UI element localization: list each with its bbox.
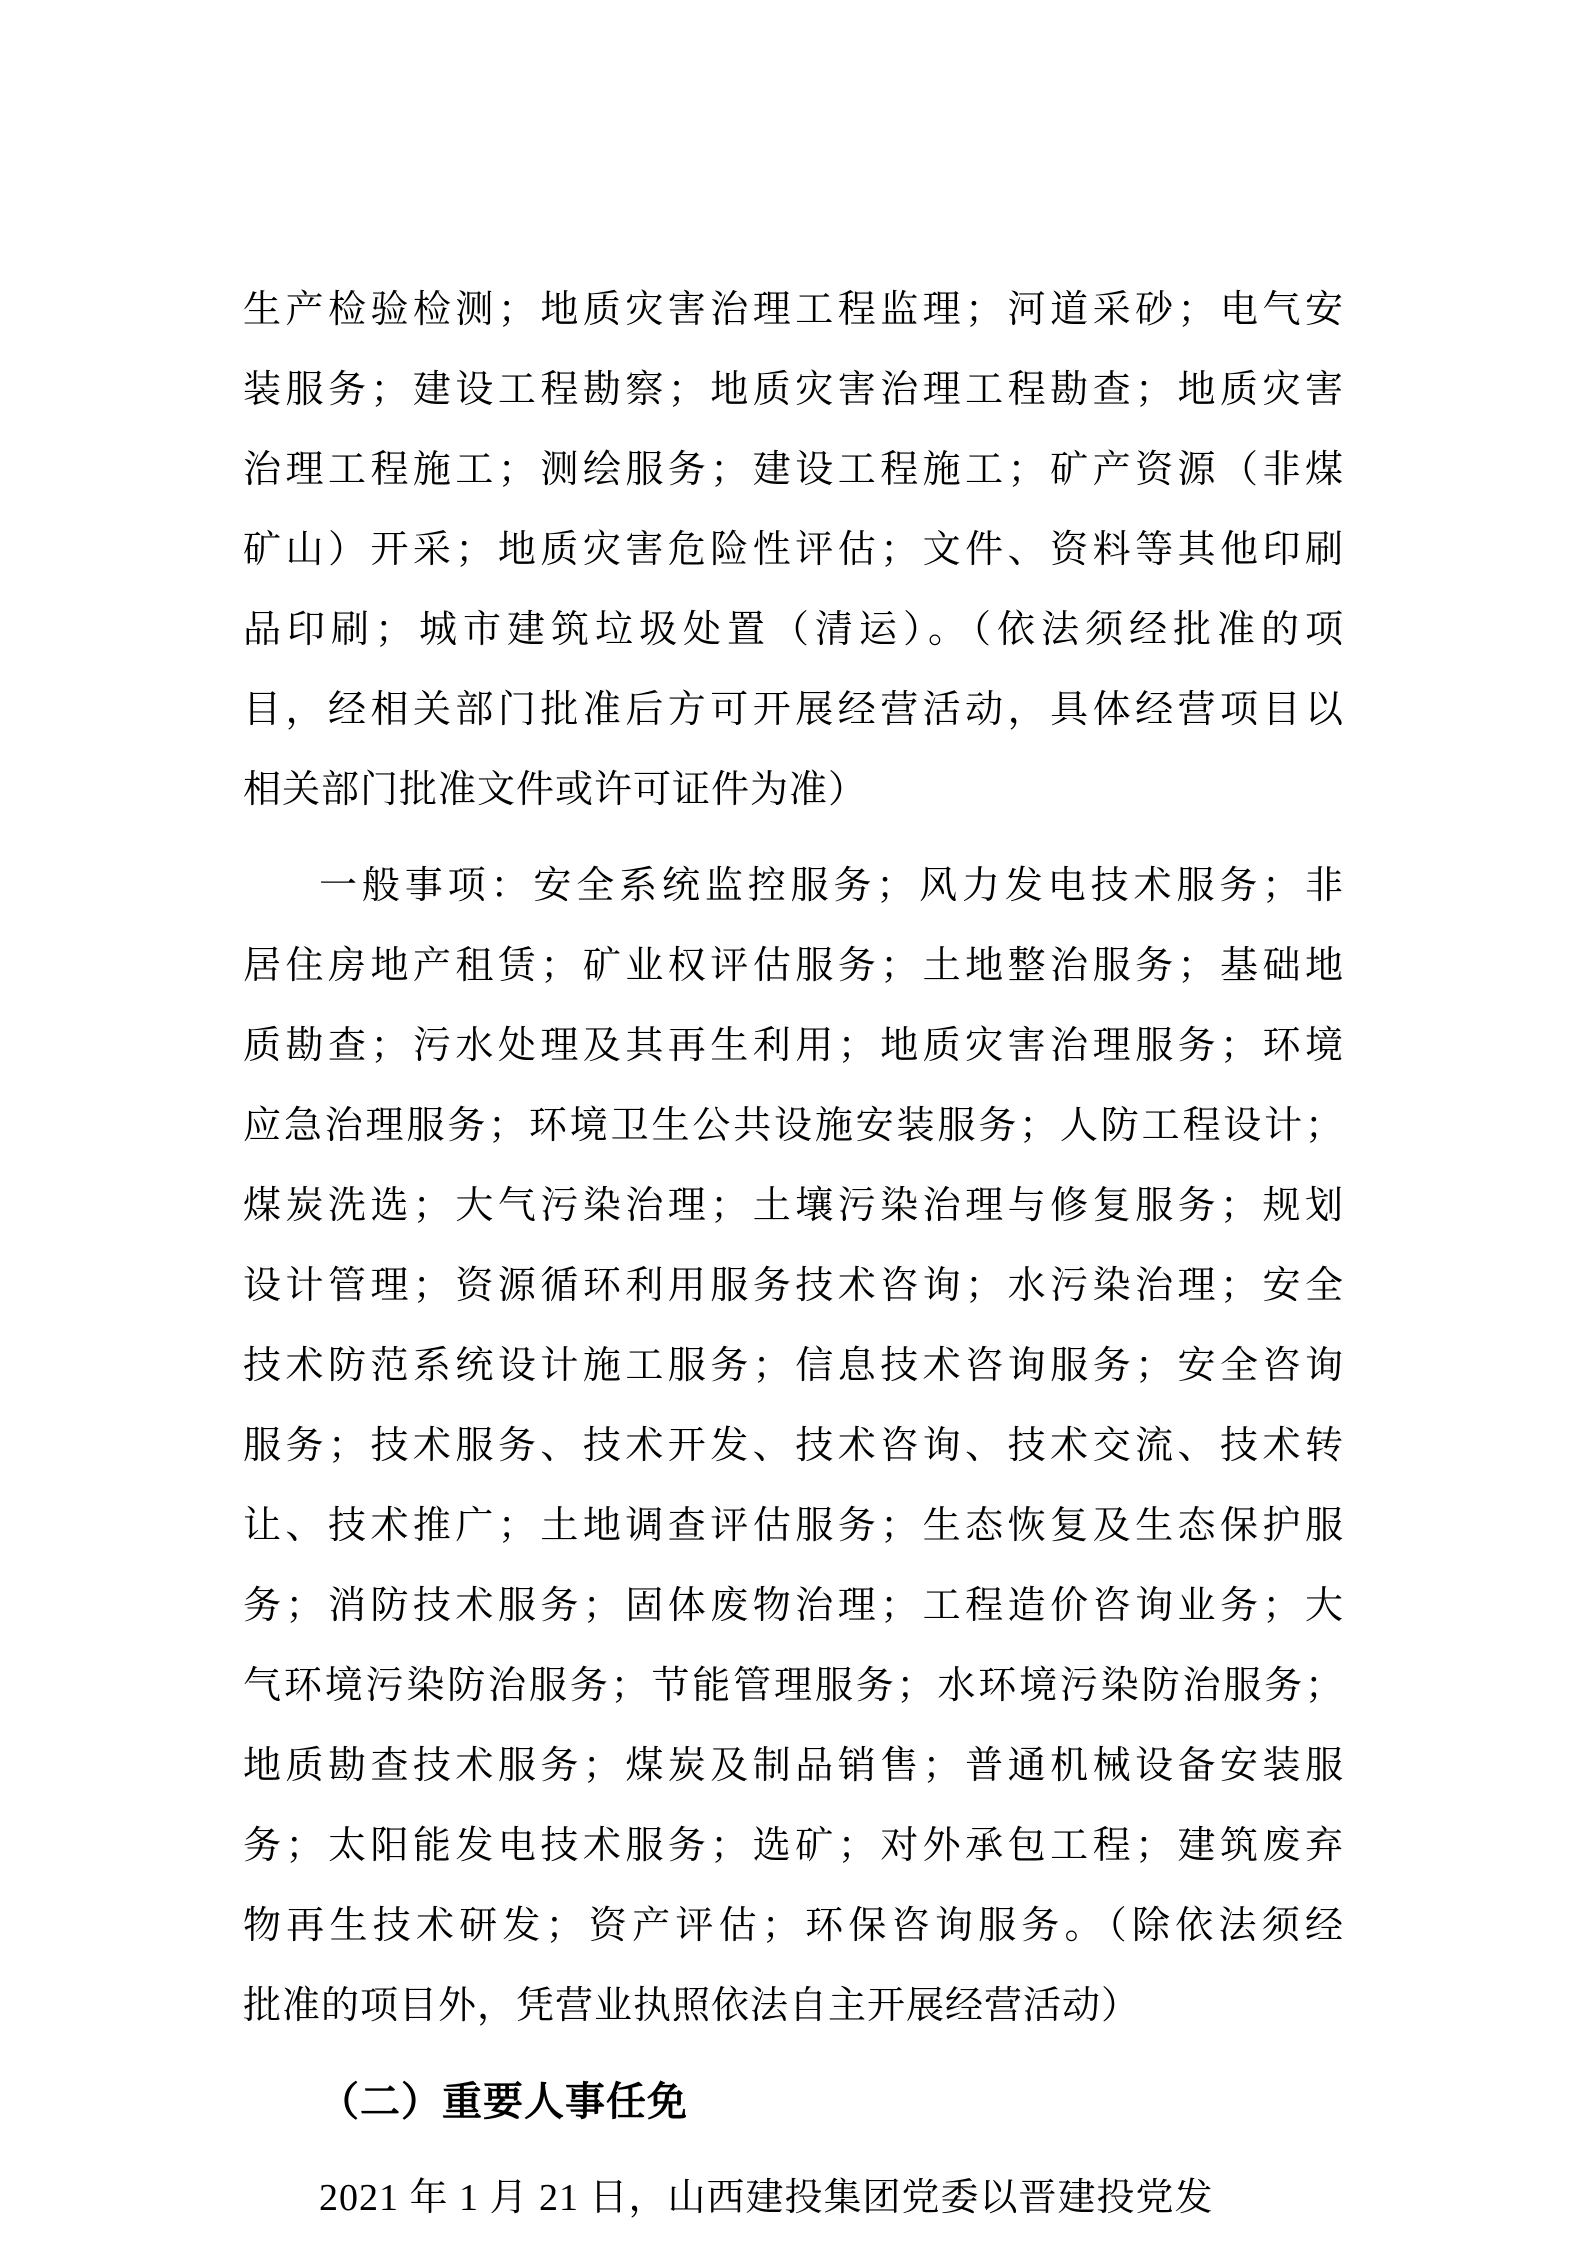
text-block — [243, 270, 1344, 2245]
text-line: 煤炭洗选；大气污染治理；土壤污染治理与修复服务；规划 — [243, 1185, 1344, 1227]
text-line: 让、技术推广；土地调查评估服务；生态恢复及生态保护服 — [243, 1505, 1344, 1547]
text-line: 务；太阳能发电技术服务；选矿；对外承包工程；建筑废弃 — [243, 1825, 1344, 1867]
text-line: 矿山）开采；地质灾害危险性评估；文件、资料等其他印刷 — [243, 529, 1344, 571]
text-line: 目，经相关部门批准后方可开展经营活动，具体经营项目以 — [243, 689, 1344, 731]
text-line: 装服务；建设工程勘察；地质灾害治理工程勘查；地质灾害 — [243, 369, 1344, 411]
text-line: 品印刷；城市建筑垃圾处置（清运）。（依法须经批准的项 — [243, 609, 1344, 651]
text-line: 服务；技术服务、技术开发、技术咨询、技术交流、技术转 — [243, 1425, 1344, 1467]
text-line: 气环境污染防治服务；节能管理服务；水环境污染防治服务； — [243, 1665, 1344, 1707]
text-line: 应急治理服务；环境卫生公共设施安装服务；人防工程设计； — [243, 1105, 1344, 1147]
section-heading-text: （二）重要人事任免 — [319, 2079, 688, 2124]
text-line: 相关部门批准文件或许可证件为准） — [243, 769, 868, 811]
text-line: 治理工程施工；测绘服务；建设工程施工；矿产资源（非煤 — [243, 449, 1344, 491]
text-line: 务；消防技术服务；固体废物治理；工程造价咨询业务；大 — [243, 1585, 1344, 1627]
text-line: 居住房地产租赁；矿业权评估服务；土地整治服务；基础地 — [243, 945, 1344, 987]
text-line: 质勘查；污水处理及其再生利用；地质灾害治理服务；环境 — [243, 1025, 1344, 1067]
text-line: 生产检验检测；地质灾害治理工程监理；河道采砂；电气安 — [243, 289, 1344, 331]
text-line: 地质勘查技术服务；煤炭及制品销售；普通机械设备安装服 — [243, 1745, 1344, 1787]
text-line: 技术防范系统设计施工服务；信息技术咨询服务；安全咨询 — [243, 1345, 1344, 1387]
text-line: 设计管理；资源循环利用服务技术咨询；水污染治理；安全 — [243, 1265, 1344, 1307]
text-line: 物再生技术研发；资产评估；环保咨询服务。（除依法须经 — [243, 1905, 1344, 1947]
text-line: 批准的项目外，凭营业执照依法自主开展经营活动） — [243, 1985, 1141, 2027]
text-line: 一般事项：安全系统监控服务；风力发电技术服务；非 — [319, 865, 1344, 907]
text-line: 2021 年 1 月 21 日，山西建投集团党委以晋建投党发 — [319, 2177, 1214, 2219]
